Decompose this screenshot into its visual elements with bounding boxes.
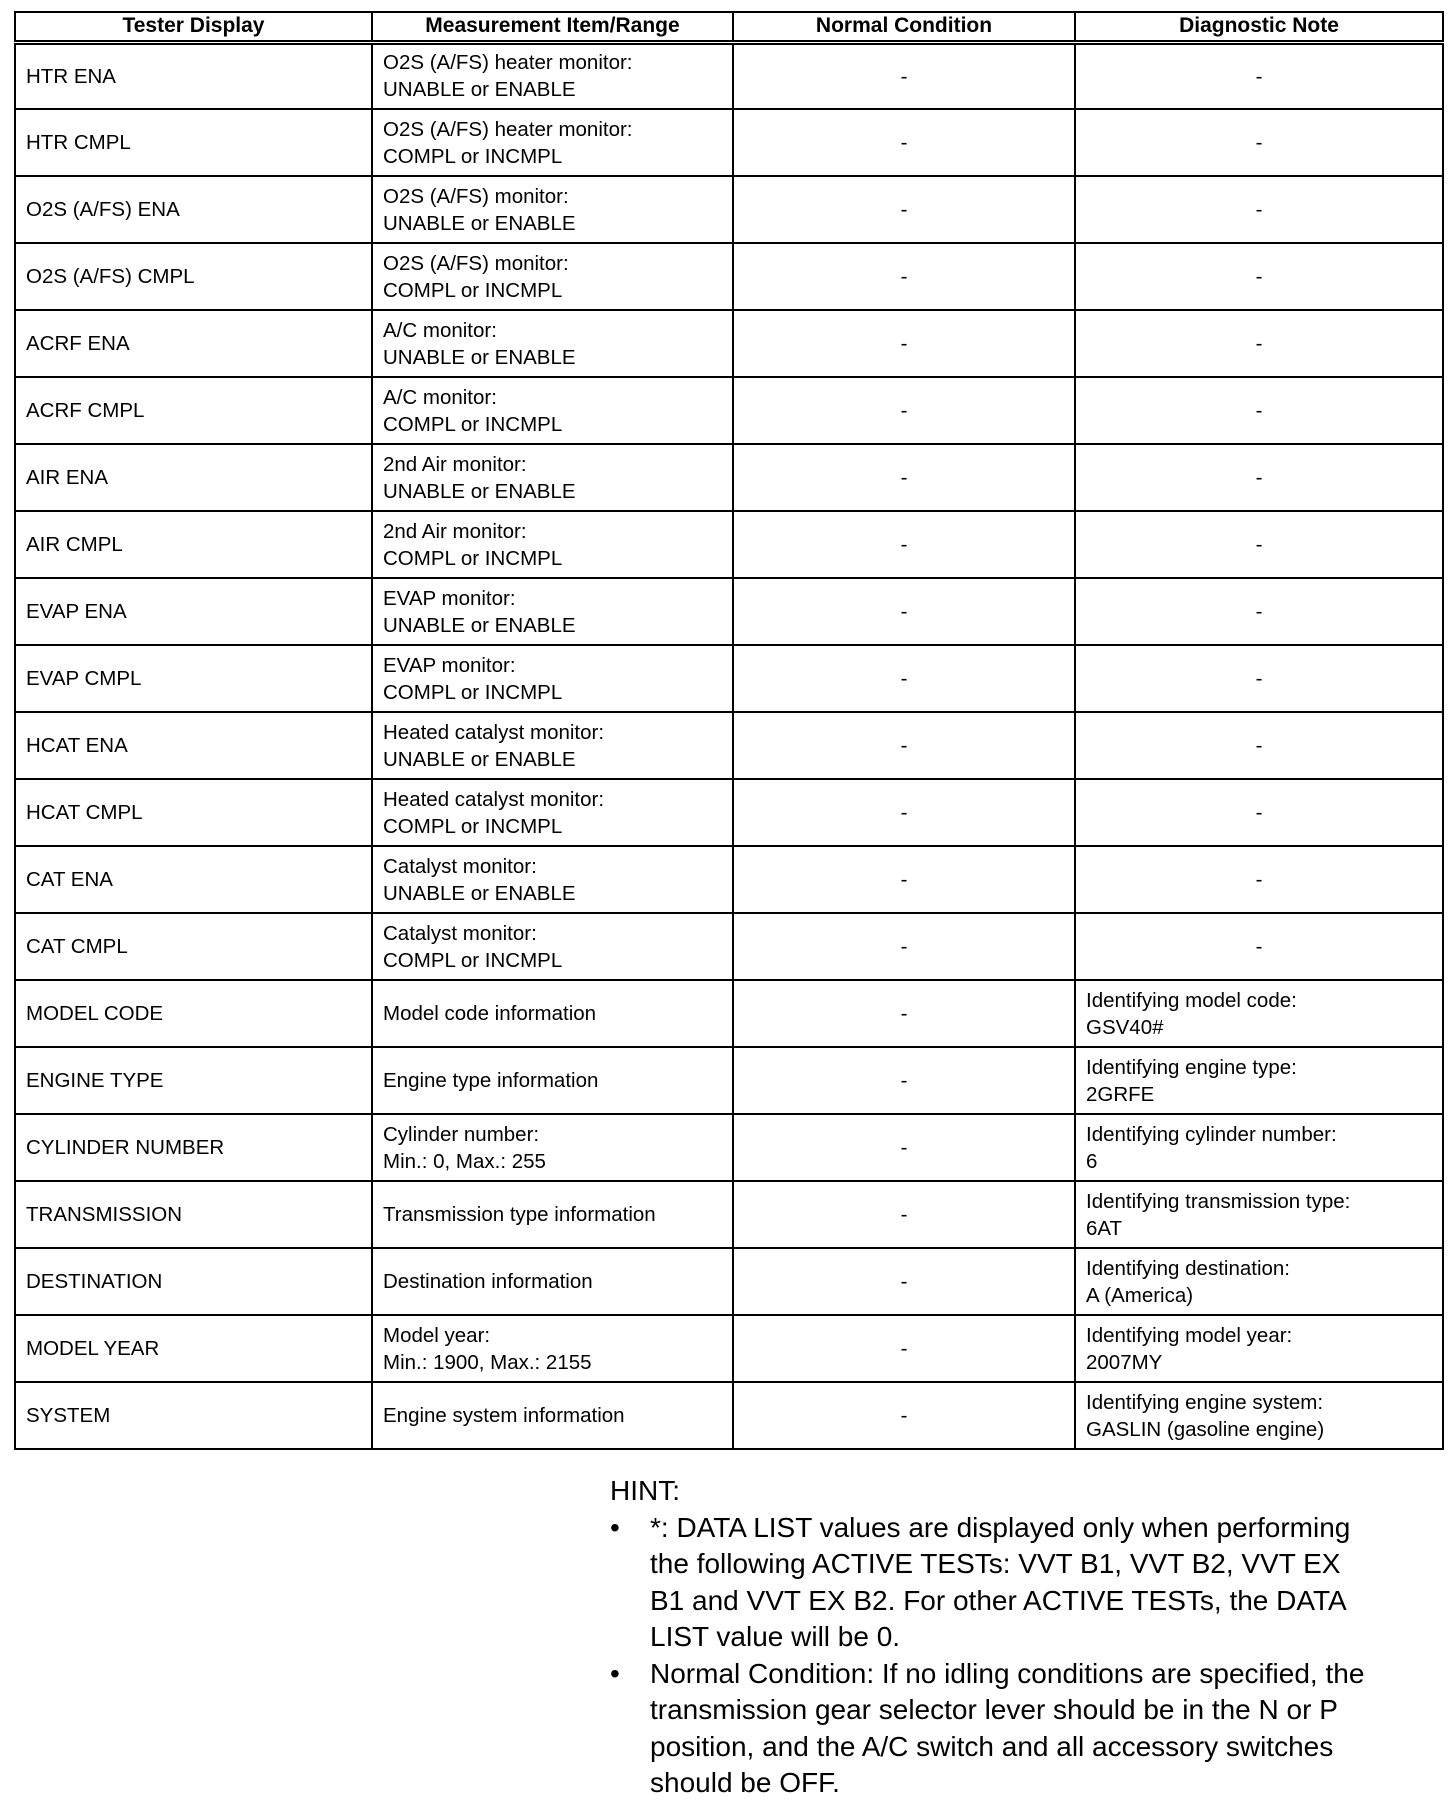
cell-tester-display: HCAT CMPL [15, 779, 372, 846]
cell-normal-condition: - [733, 1114, 1075, 1181]
measurement-line: Model year: [383, 1323, 491, 1347]
table-row [15, 176, 1443, 243]
cell-diagnostic-note [1075, 1181, 1443, 1248]
cell-diagnostic-note [1075, 42, 1443, 109]
cell-tester-display: MODEL YEAR [15, 1315, 372, 1382]
diagnostic-note-line: Identifying engine type: [1086, 1055, 1297, 1079]
table-row [15, 578, 1443, 645]
cell-measurement-item [372, 846, 733, 913]
hint-line: B1 and VVT EX B2. For other ACTIVE TESTs, the DATA [650, 1584, 1347, 1616]
cell-tester-display: O2S (A/FS) CMPL [15, 243, 372, 310]
table-row [15, 712, 1443, 779]
table-row [15, 310, 1443, 377]
diagnostic-note-line: 6AT [1086, 1216, 1123, 1240]
table-row [15, 243, 1443, 310]
hint-section [610, 1473, 1440, 1802]
cell-diagnostic-note [1075, 1382, 1443, 1449]
diagnostic-note-line: - [1255, 198, 1263, 221]
cell-normal-condition: - [733, 1248, 1075, 1315]
cell-diagnostic-note [1075, 913, 1443, 980]
measurement-line: Catalyst monitor: [383, 921, 537, 945]
hint-item [610, 1510, 1440, 1656]
diagnostic-note-line: - [1255, 935, 1263, 958]
diagnostic-note-line: - [1255, 801, 1263, 824]
measurement-line: UNABLE or ENABLE [383, 747, 576, 771]
header-tester-display: Tester Display [15, 12, 372, 42]
diagnostic-note-line: 6 [1086, 1149, 1098, 1173]
measurement-line: UNABLE or ENABLE [383, 479, 576, 503]
header-measurement-item: Measurement Item/Range [372, 12, 733, 42]
cell-tester-display: HTR ENA [15, 42, 372, 109]
cell-tester-display: O2S (A/FS) ENA [15, 176, 372, 243]
measurement-line: A/C monitor: [383, 318, 497, 342]
cell-measurement-item [372, 176, 733, 243]
cell-measurement-item [372, 377, 733, 444]
measurement-line: COMPL or INCMPL [383, 144, 563, 168]
cell-diagnostic-note [1075, 176, 1443, 243]
table-row [15, 109, 1443, 176]
cell-normal-condition: - [733, 578, 1075, 645]
hint-line: LIST value will be 0. [650, 1621, 901, 1652]
cell-tester-display: CYLINDER NUMBER [15, 1114, 372, 1181]
cell-tester-display: CAT ENA [15, 846, 372, 913]
cell-tester-display: SYSTEM [15, 1382, 372, 1449]
bullet-icon: • [610, 1657, 620, 1689]
measurement-line: O2S (A/FS) monitor: [383, 184, 569, 208]
cell-normal-condition: - [733, 980, 1075, 1047]
cell-diagnostic-note [1075, 1248, 1443, 1315]
cell-normal-condition: - [733, 1047, 1075, 1114]
measurement-line: O2S (A/FS) heater monitor: [383, 51, 633, 75]
cell-measurement-item [372, 1248, 733, 1315]
table-row [15, 511, 1443, 578]
diagnostic-note-line: - [1255, 265, 1263, 288]
measurement-line: Engine system information [383, 1404, 625, 1427]
measurement-line: Model code information [383, 1002, 597, 1025]
hint-title: HINT: [610, 1475, 680, 1506]
diagnostic-note-line: - [1255, 64, 1263, 88]
cell-normal-condition: - [733, 1315, 1075, 1382]
cell-measurement-item [372, 1315, 733, 1382]
table-row [15, 846, 1443, 913]
diagnostic-note-line: - [1255, 868, 1263, 891]
cell-normal-condition: - [733, 1181, 1075, 1248]
diagnostic-note-line: GSV40# [1086, 1015, 1164, 1039]
diagnostic-note-line: - [1255, 600, 1263, 623]
cell-diagnostic-note [1075, 712, 1443, 779]
data-list-table [14, 11, 1444, 1450]
cell-normal-condition: - [733, 1382, 1075, 1449]
cell-tester-display: AIR CMPL [15, 511, 372, 578]
bullet-icon: • [610, 1511, 620, 1543]
cell-normal-condition: - [733, 243, 1075, 310]
measurement-line: 2nd Air monitor: [383, 519, 527, 543]
hint-line: should be OFF. [650, 1767, 840, 1798]
cell-diagnostic-note [1075, 578, 1443, 645]
cell-tester-display: HCAT ENA [15, 712, 372, 779]
table-row [15, 1315, 1443, 1382]
header-normal-condition: Normal Condition [733, 12, 1075, 42]
cell-tester-display: ENGINE TYPE [15, 1047, 372, 1114]
measurement-line: Heated catalyst monitor: [383, 787, 605, 811]
cell-measurement-item [372, 980, 733, 1047]
table-row [15, 377, 1443, 444]
cell-measurement-item [372, 578, 733, 645]
diagnostic-note-line: Identifying destination: [1086, 1256, 1290, 1280]
measurement-line: COMPL or INCMPL [383, 814, 563, 838]
cell-diagnostic-note [1075, 846, 1443, 913]
cell-measurement-item [372, 42, 733, 109]
cell-tester-display: AIR ENA [15, 444, 372, 511]
measurement-line: Min.: 0, Max.: 255 [383, 1149, 546, 1173]
cell-measurement-item [372, 109, 733, 176]
measurement-line: O2S (A/FS) heater monitor: [383, 117, 633, 141]
hint-list [610, 1510, 1440, 1802]
cell-diagnostic-note [1075, 645, 1443, 712]
cell-tester-display: CAT CMPL [15, 913, 372, 980]
cell-diagnostic-note [1075, 310, 1443, 377]
diagnostic-note-line: - [1255, 734, 1263, 757]
table-row [15, 913, 1443, 980]
measurement-line: Engine type information [383, 1069, 599, 1092]
measurement-line: COMPL or INCMPL [383, 680, 563, 704]
hint-line: the following ACTIVE TESTs: VVT B1, VVT B2, VVT EX [650, 1548, 1341, 1579]
diagnostic-note-line: A (America) [1086, 1283, 1194, 1307]
cell-diagnostic-note [1075, 377, 1443, 444]
cell-measurement-item [372, 1382, 733, 1449]
cell-diagnostic-note [1075, 109, 1443, 176]
cell-diagnostic-note [1075, 511, 1443, 578]
diagnostic-note-line: - [1255, 533, 1263, 556]
hint-line: *: DATA LIST values are displayed only when performing [650, 1511, 1351, 1543]
table-row [15, 1382, 1443, 1449]
cell-normal-condition: - [733, 913, 1075, 980]
measurement-line: UNABLE or ENABLE [383, 211, 576, 235]
measurement-line: UNABLE or ENABLE [383, 881, 576, 905]
measurement-line: Heated catalyst monitor: [383, 720, 605, 744]
cell-tester-display: HTR CMPL [15, 109, 372, 176]
cell-diagnostic-note [1075, 1315, 1443, 1382]
diagnostic-note-line: Identifying cylinder number: [1086, 1122, 1337, 1146]
cell-tester-display: TRANSMISSION [15, 1181, 372, 1248]
cell-normal-condition: - [733, 444, 1075, 511]
cell-tester-display: EVAP ENA [15, 578, 372, 645]
cell-measurement-item [372, 779, 733, 846]
cell-diagnostic-note [1075, 980, 1443, 1047]
measurement-line: Destination information [383, 1270, 593, 1293]
measurement-line: 2nd Air monitor: [383, 452, 527, 476]
measurement-line: EVAP monitor: [383, 653, 516, 677]
table-row [15, 1248, 1443, 1315]
cell-normal-condition: - [733, 645, 1075, 712]
measurement-line: EVAP monitor: [383, 586, 516, 610]
measurement-line: Cylinder number: [383, 1122, 540, 1146]
cell-measurement-item [372, 645, 733, 712]
diagnostic-note-line: - [1255, 667, 1263, 690]
diagnostic-note-line: - [1255, 466, 1263, 489]
cell-normal-condition: - [733, 779, 1075, 846]
cell-measurement-item [372, 712, 733, 779]
cell-normal-condition: - [733, 511, 1075, 578]
diagnostic-note-line: - [1255, 399, 1263, 422]
table-body [15, 42, 1443, 1449]
measurement-line: UNABLE or ENABLE [383, 345, 576, 369]
measurement-line: Transmission type information [383, 1203, 656, 1226]
hint-line: transmission gear selector lever should be in the N or P [650, 1694, 1338, 1725]
cell-normal-condition: - [733, 176, 1075, 243]
table-row [15, 42, 1443, 109]
diagnostic-note-line: Identifying model code: [1086, 988, 1297, 1012]
table-header-row [15, 12, 1443, 42]
cell-diagnostic-note [1075, 444, 1443, 511]
cell-normal-condition: - [733, 377, 1075, 444]
diagnostic-note-line: - [1255, 131, 1263, 154]
diagnostic-note-line: - [1255, 332, 1263, 355]
cell-diagnostic-note [1075, 1047, 1443, 1114]
cell-normal-condition: - [733, 846, 1075, 913]
diagnostic-note-line: 2GRFE [1086, 1082, 1155, 1106]
diagnostic-note-line: Identifying transmission type: [1086, 1189, 1351, 1213]
table-row [15, 1181, 1443, 1248]
cell-measurement-item [372, 913, 733, 980]
cell-measurement-item [372, 310, 733, 377]
hint-line: Normal Condition: If no idling conditions are specified, the [650, 1657, 1365, 1689]
diagnostic-note-line: 2007MY [1086, 1350, 1163, 1374]
table-row [15, 1114, 1443, 1181]
cell-diagnostic-note [1075, 243, 1443, 310]
cell-tester-display: MODEL CODE [15, 980, 372, 1047]
measurement-line: O2S (A/FS) monitor: [383, 251, 569, 275]
cell-measurement-item [372, 1047, 733, 1114]
cell-diagnostic-note [1075, 1114, 1443, 1181]
measurement-line: A/C monitor: [383, 385, 497, 409]
cell-normal-condition: - [733, 109, 1075, 176]
diagnostic-note-line: Identifying engine system: [1086, 1390, 1324, 1414]
cell-diagnostic-note [1075, 779, 1443, 846]
table-row [15, 444, 1443, 511]
measurement-line: Min.: 1900, Max.: 2155 [383, 1350, 592, 1374]
table-row [15, 779, 1443, 846]
header-diagnostic-note: Diagnostic Note [1075, 12, 1443, 42]
diagnostic-note-line: GASLIN (gasoline engine) [1086, 1417, 1325, 1441]
measurement-line: COMPL or INCMPL [383, 412, 563, 436]
measurement-line: Catalyst monitor: [383, 854, 537, 878]
cell-measurement-item [372, 1114, 733, 1181]
table-row [15, 980, 1443, 1047]
measurement-line: COMPL or INCMPL [383, 948, 563, 972]
hint-line: position, and the A/C switch and all accessory switches [650, 1730, 1334, 1762]
measurement-line: COMPL or INCMPL [383, 546, 563, 570]
cell-measurement-item [372, 1181, 733, 1248]
cell-measurement-item [372, 243, 733, 310]
measurement-line: UNABLE or ENABLE [383, 613, 576, 637]
measurement-line: UNABLE or ENABLE [383, 78, 576, 102]
cell-tester-display: DESTINATION [15, 1248, 372, 1315]
cell-normal-condition: - [733, 42, 1075, 109]
table-row [15, 645, 1443, 712]
cell-tester-display: EVAP CMPL [15, 645, 372, 712]
hint-item [610, 1656, 1440, 1802]
cell-tester-display: ACRF CMPL [15, 377, 372, 444]
cell-measurement-item [372, 511, 733, 578]
diagnostic-note-line: Identifying model year: [1086, 1323, 1293, 1347]
cell-normal-condition: - [733, 310, 1075, 377]
cell-tester-display: ACRF ENA [15, 310, 372, 377]
cell-normal-condition: - [733, 712, 1075, 779]
cell-measurement-item [372, 444, 733, 511]
measurement-line: COMPL or INCMPL [383, 278, 563, 302]
table-row [15, 1047, 1443, 1114]
